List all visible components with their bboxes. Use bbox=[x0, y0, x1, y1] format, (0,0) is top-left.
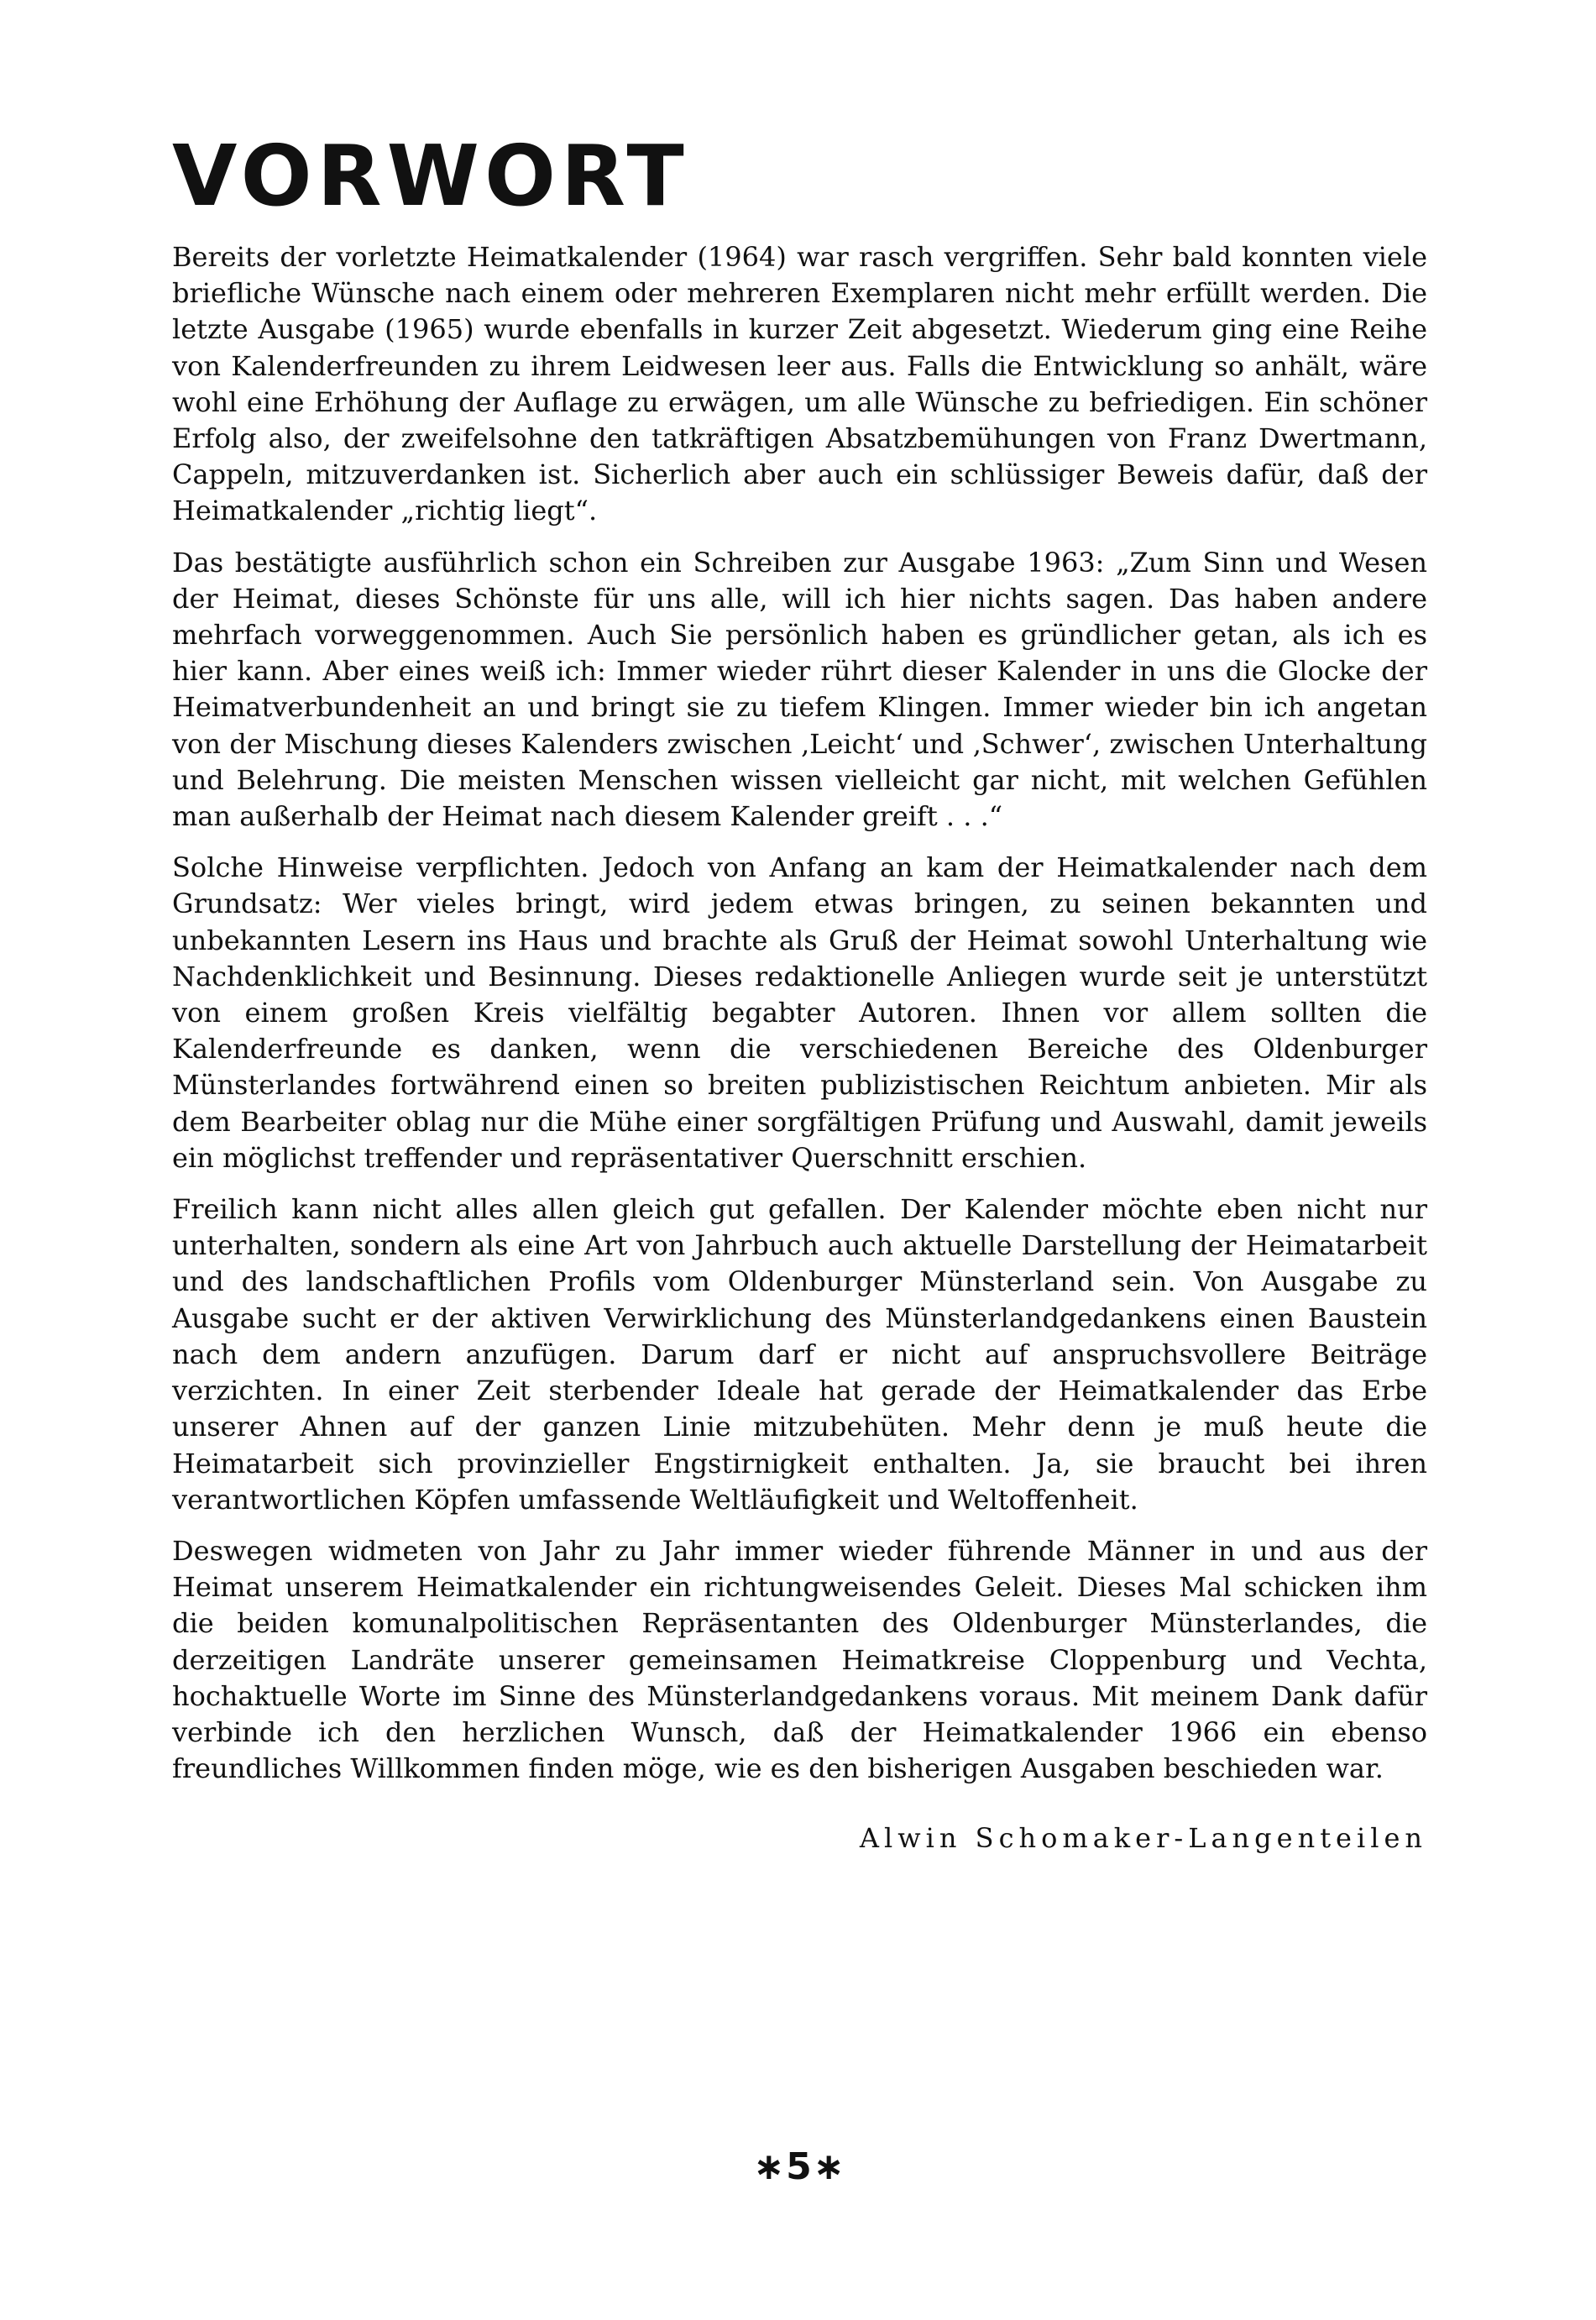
paragraph-5: Deswegen widmeten von Jahr zu Jahr immer wieder führende Männer in und aus der Heimat unserem Heimatkalender ein richtungweisendes Geleit. Dieses Mal schicken ihm die beiden komunalpolitischen Repräsentanten des Oldenburger Münsterlandes, die derzeitigen Landräte unserer gemeinsamen Heimatkreise Cloppenburg und Vechta, hochaktuelle Worte im Sinne des Münsterlandgedankens voraus. Mit meinem Dank dafür verbinde ich den herzlichen Wunsch, daß der Heimatkalender 1966 ein ebenso freundliches Willkommen finden möge, wie es den bisherigen Ausgaben beschieden war. bbox=[172, 1534, 1427, 1785]
page-title: VORWORT bbox=[172, 127, 689, 225]
paragraph-4: Freilich kann nicht alles allen gleich gut gefallen. Der Kalender möchte eben nicht nur unterhalten, sondern als eine Art von Jahrbuch auch aktuelle Darstellung der Heimatarbeit und des landschaftlichen Profils vom Oldenburger Münsterland sein. Von Ausgabe zu Ausgabe sucht er der aktiven Verwirklichung des Münsterlandgedankens einen Baustein nach dem andern anzufügen. Darum darf er nicht auf anspruchsvollere Beiträge verzichten. In einer Zeit sterbender Ideale hat gerade der Heimatkalender das Erbe unserer Ahnen auf der ganzen Linie mitzubehüten. Mehr denn je muß heute die Heimatarbeit sich provinzieller Engstirnigkeit enthalten. Ja, sie braucht bei ihren verantwortlichen Köpfen umfassende Weltläufigkeit und Weltoffenheit. bbox=[172, 1193, 1427, 1516]
page-number: ∗5∗ bbox=[753, 2145, 846, 2188]
author-signature: Alwin Schomaker-Langenteilen bbox=[859, 1822, 1427, 1855]
paragraph-2: Das bestätigte ausführlich schon ein Schreiben zur Ausgabe 1963: „Zum Sinn und Wesen der Heimat, dieses Schönste für uns alle, will ich hier nichts sagen. Das haben andere mehrfach vorweggenommen. Auch Sie persönlich haben es gründlicher getan, als ich es hier kann. Aber eines weiß ich: Immer wieder rührt dieser Kalender in uns die Glocke der Heimatverbundenheit an und bringt sie zu tiefem Klingen. Immer wieder bin ich angetan von der Mischung dieses Kalenders zwischen ‚Leicht‘ und ‚Schwer‘, zwischen Unterhaltung und Belehrung. Die meisten Menschen wissen vielleicht gar nicht, mit welchen Gefühlen man außerhalb der Heimat nach diesem Kalender greift . . .“ bbox=[172, 546, 1427, 833]
paragraph-3: Solche Hinweise verpflichten. Jedoch von Anfang an kam der Heimatkalender nach dem Grundsatz: Wer vieles bringt, wird jedem etwas bringen, zu seinen bekannten und unbekannten Lesern ins Haus und brachte als Gruß der Heimat sowohl Unterhaltung wie Nachdenklichkeit und Besinnung. Dieses redaktionelle Anliegen wurde seit je unterstützt von einem großen Kreis vielfältig begabter Autoren. Ihnen vor allem sollten die Kalenderfreunde es danken, wenn die verschiedenen Bereiche des Oldenburger Münsterlandes fortwährend einen so breiten publizistischen Reichtum anbieten. Mir als dem Bearbeiter oblag nur die Mühe einer sorgfältigen Prüfung und Auswahl, damit jeweils ein möglichst treffender und repräsentativer Querschnitt erschien. bbox=[172, 851, 1427, 1174]
document-body bbox=[172, 239, 1427, 1857]
paragraph-1: Bereits der vorletzte Heimatkalender (1964) war rasch vergriffen. Sehr bald konnten viele briefliche Wünsche nach einem oder mehreren Exemplaren nicht mehr erfüllt werden. Die letzte Ausgabe (1965) wurde ebenfalls in kurzer Zeit abgesetzt. Wiederum ging eine Reihe von Kalenderfreunden zu ihrem Leidwesen leer aus. Falls die Entwicklung so anhält, wäre wohl eine Erhöhung der Auflage zu erwägen, um alle Wünsche zu befriedigen. Ein schöner Erfolg also, der zweifelsohne den tatkräftigen Absatzbemühungen von Franz Dwertmann, Cappeln, mitzuverdanken ist. Sicherlich aber auch ein schlüssiger Beweis dafür, daß der Heimatkalender „richtig liegt“. bbox=[172, 241, 1427, 527]
